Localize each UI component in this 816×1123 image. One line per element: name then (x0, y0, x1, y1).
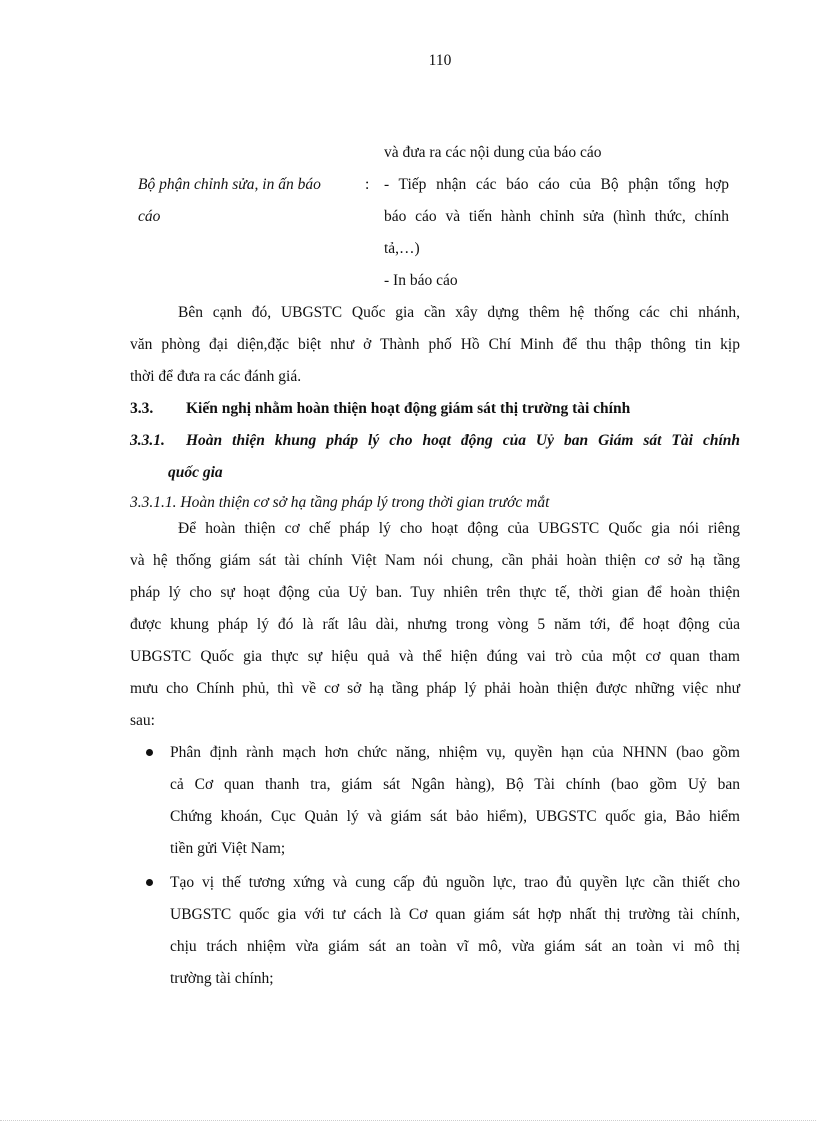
paragraph-line: UBGSTC Quốc gia thực sự hiệu quả và thể hiện đúng vai trò của một cơ quan tham (130, 648, 740, 665)
subsection-heading: Hoàn thiện khung pháp lý cho hoạt động của Uỷ ban Giám sát Tài chính (186, 432, 740, 449)
paragraph-line: được khung pháp lý đó là rất lâu dài, nhưng trong vòng 5 năm tới, để hoạt động của (130, 616, 740, 633)
section-number: 3.3. (130, 400, 154, 417)
page-number: 110 (428, 52, 452, 69)
bullet-line: tiền gửi Việt Nam; (170, 840, 286, 857)
paragraph-line: Để hoàn thiện cơ chế pháp lý cho hoạt động của UBGSTC Quốc gia nói riêng (178, 520, 740, 537)
bullet-icon (146, 749, 153, 756)
bullet-line: Tạo vị thế tương xứng và cung cấp đủ nguồn lực, trao đủ quyền lực cần thiết cho (170, 874, 740, 891)
table-desc-line: báo cáo và tiến hành chỉnh sửa (hình thức, chính (384, 208, 729, 225)
paragraph-line: văn phòng đại diện,đặc biệt như ở Thành phố Hồ Chí Minh để thu thập thông tin kịp (130, 336, 740, 353)
subsection-number: 3.3.1. (130, 432, 165, 449)
bullet-line: Chứng khoán, Cục Quản lý và giám sát bảo hiểm), UBGSTC quốc gia, Bảo hiểm (170, 808, 740, 825)
paragraph-line: sau: (130, 712, 155, 729)
table-desc-line: - Tiếp nhận các báo cáo của Bộ phận tổng hợp (384, 176, 729, 193)
paragraph-line: mưu cho Chính phủ, thì về cơ sở hạ tầng pháp lý phải hoàn thiện được những việc như (130, 680, 740, 697)
paragraph-line: và hệ thống giám sát tài chính Việt Nam nói chung, cần phải hoàn thiện cơ sở hạ tầng (130, 552, 740, 569)
paragraph-line: Bên cạnh đó, UBGSTC Quốc gia cần xây dựng thêm hệ thống các chi nhánh, (178, 304, 740, 321)
table-desc-line: và đưa ra các nội dung của báo cáo (384, 144, 602, 161)
table-desc-line: - In báo cáo (384, 272, 458, 289)
section-heading: Kiến nghị nhằm hoàn thiện hoạt động giám sát thị trường tài chính (186, 400, 631, 417)
paragraph-line: pháp lý cho sự hoạt động của Uỷ ban. Tuy nhiên trên thực tế, thời gian để hoàn thiện (130, 584, 740, 601)
sub-subsection-heading: 3.3.1.1. Hoàn thiện cơ sở hạ tầng pháp lý trong thời gian trước mắt (130, 494, 550, 511)
bullet-line: chịu trách nhiệm vừa giám sát an toàn vĩ mô, vừa giám sát an toàn vi mô thị (170, 938, 740, 955)
bullet-line: cả Cơ quan thanh tra, giám sát Ngân hàng), Bộ Tài chính (bao gồm Uỷ ban (170, 776, 740, 793)
paragraph-line: thời để đưa ra các đánh giá. (130, 368, 302, 385)
subsection-heading: quốc gia (168, 464, 223, 481)
bullet-line: Phân định rành mạch hơn chức năng, nhiệm vụ, quyền hạn của NHNN (bao gồm (170, 744, 740, 761)
page-bottom-divider (0, 1120, 816, 1121)
bullet-line: UBGSTC quốc gia với tư cách là Cơ quan giám sát hợp nhất thị trường tài chính, (170, 906, 740, 923)
table-label-line: cáo (138, 208, 161, 225)
table-label-line: Bộ phận chỉnh sửa, in ấn báo (138, 176, 321, 193)
table-colon: : (365, 176, 370, 193)
bullet-line: trường tài chính; (170, 970, 274, 987)
bullet-icon (146, 879, 153, 886)
table-desc-line: tả,…) (384, 240, 420, 257)
